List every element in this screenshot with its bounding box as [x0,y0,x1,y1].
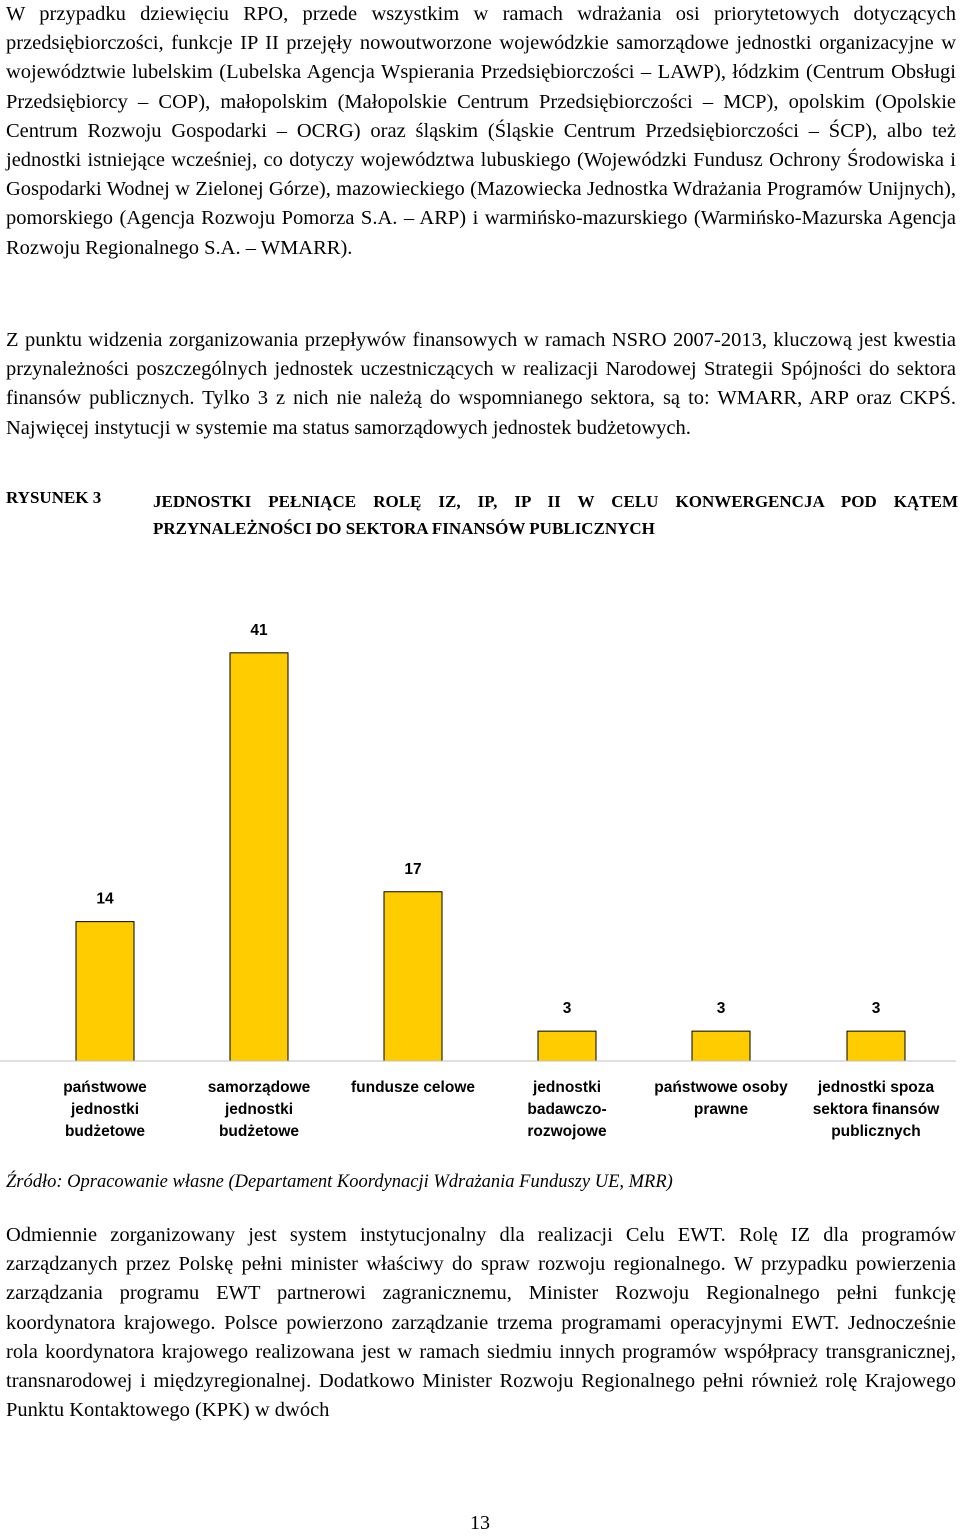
page-number: 13 [470,1512,490,1534]
bar-chart [0,560,960,1150]
category-label-5-2: publicznych [831,1123,921,1140]
category-label-0-0: państwowe [63,1079,147,1096]
category-label-0-2: budżetowe [64,1123,146,1140]
bar-value-label-3: 3 [562,1000,572,1018]
figure-label: RYSUNEK 3 [6,488,102,507]
bar-value-label-1: 41 [250,621,268,639]
bar-3 [538,1031,596,1061]
bar-value-label-4: 3 [716,1000,726,1018]
bar-value-label-5: 3 [871,1000,881,1018]
category-label-3-0: jednostki [532,1079,602,1096]
category-label-0-1: jednostki [70,1101,140,1118]
paragraph-ewt: Odmiennie zorganizowany jest system instytucjonalny dla realizacji Celu EWT. Rolę IZ dla programów zarządzanych przez Polskę pełni minister właściwy do spraw rozwoju regionalnego. W przypadku powierzenia zarządzania programu EWT partnerowi zagranicznemu, Minister Rozwoju Regionalnego pełni funkcję koordynatora krajowego. Polsce powierzono zarządzanie trzema programami operacyjnymi EWT. Jednocześnie rola koordynatora krajowego realizowana jest w ramach siedmiu innych programów współpracy transgranicznej, transnarodowej i międzyregionalnej. Dodatkowo Minister Rozwoju Regionalnego pełni również rolę Krajowego Punktu Kontaktowego (KPK) w dwóch [6,1224,956,1422]
bar-5 [847,1031,905,1061]
category-label-3-1: badawczo- [527,1101,607,1118]
category-label-3-2: rozwojowe [527,1123,607,1140]
category-label-5-0: jednostki spoza [817,1079,935,1096]
bar-4 [692,1031,750,1061]
bar-1 [230,653,288,1061]
category-labels-group [63,1079,940,1140]
category-label-2-0: fundusze celowe [350,1079,476,1096]
paragraph-rpo-intro: W przypadku dziewięciu RPO, przede wszystkim w ramach wdrażania osi priorytetowych dotyczących przedsiębiorczości, funkcje IP II przejęły nowoutworzone wojewódzkie samorządowe jednostki organizacyjne w województwie lubelskim (Lubelska Agencja Wspierania Przedsiębiorczości – LAWP), łódzkim (Centrum Obsługi Przedsiębiorcy – COP), małopolskim (Małopolskie Centrum Przedsiębiorczości – MCP), opolskim (Opolskie Centrum Rozwoju Gospodarki – OCRG) oraz śląskim (Śląskie Centrum Przedsiębiorczości – ŚCP), albo też jednostki istniejące wcześniej, co dotyczy województwa lubuskiego (Wojewódzki Fundusz Ochrony Środowiska i Gospodarki Wodnej w Zielonej Górze), mazowieckiego (Mazowiecka Jednostka Wdrażania Programów Unijnych), pomorskiego (Agencja Rozwoju Pomorza S.A. – ARP) i warmińsko-mazurskiego (Warmińsko-Mazurska Agencja Rozwoju Regionalnego S.A. – WMARR). [6,3,956,259]
bar-2 [384,892,442,1061]
paragraph-financial-flows: Z punktu widzenia zorganizowania przepływów finansowych w ramach NSRO 2007-2013, kluczową jest kwestia przynależności poszczególnych jednostek uczestniczących w realizacji Narodowej Strategii Spójności do sektora finansów publicznych. Tylko 3 z nich nie należą do wspomnianego sektora, są to: WMARR, ARP oraz CKPŚ. Najwięcej instytucji w systemie ma status samorządowych jednostek budżetowych. [6,329,956,439]
figure-title: JEDNOSTKI PEŁNIĄCE ROLĘ IZ, IP, IP II W CELU KONWERGENCJA POD KĄTEM PRZYNALEŻNOŚCI DO SEKTORA FINANSÓW PUBLICZNYCH [153,492,958,538]
category-label-1-2: budżetowe [218,1123,300,1140]
category-label-4-1: prawne [693,1101,749,1118]
bar-value-label-2: 17 [404,860,422,878]
category-label-5-1: sektora finansów [812,1101,940,1118]
bar-value-label-0: 14 [96,890,114,908]
bar-0 [76,922,134,1061]
category-label-1-1: jednostki [224,1101,294,1118]
bars-group [76,622,905,1061]
figure-source: Źródło: Opracowanie własne (Departament Koordynacji Wdrażania Funduszy UE, MRR) [6,1172,673,1192]
category-label-1-0: samorządowe [207,1079,311,1096]
category-label-4-0: państwowe osoby [654,1079,788,1096]
